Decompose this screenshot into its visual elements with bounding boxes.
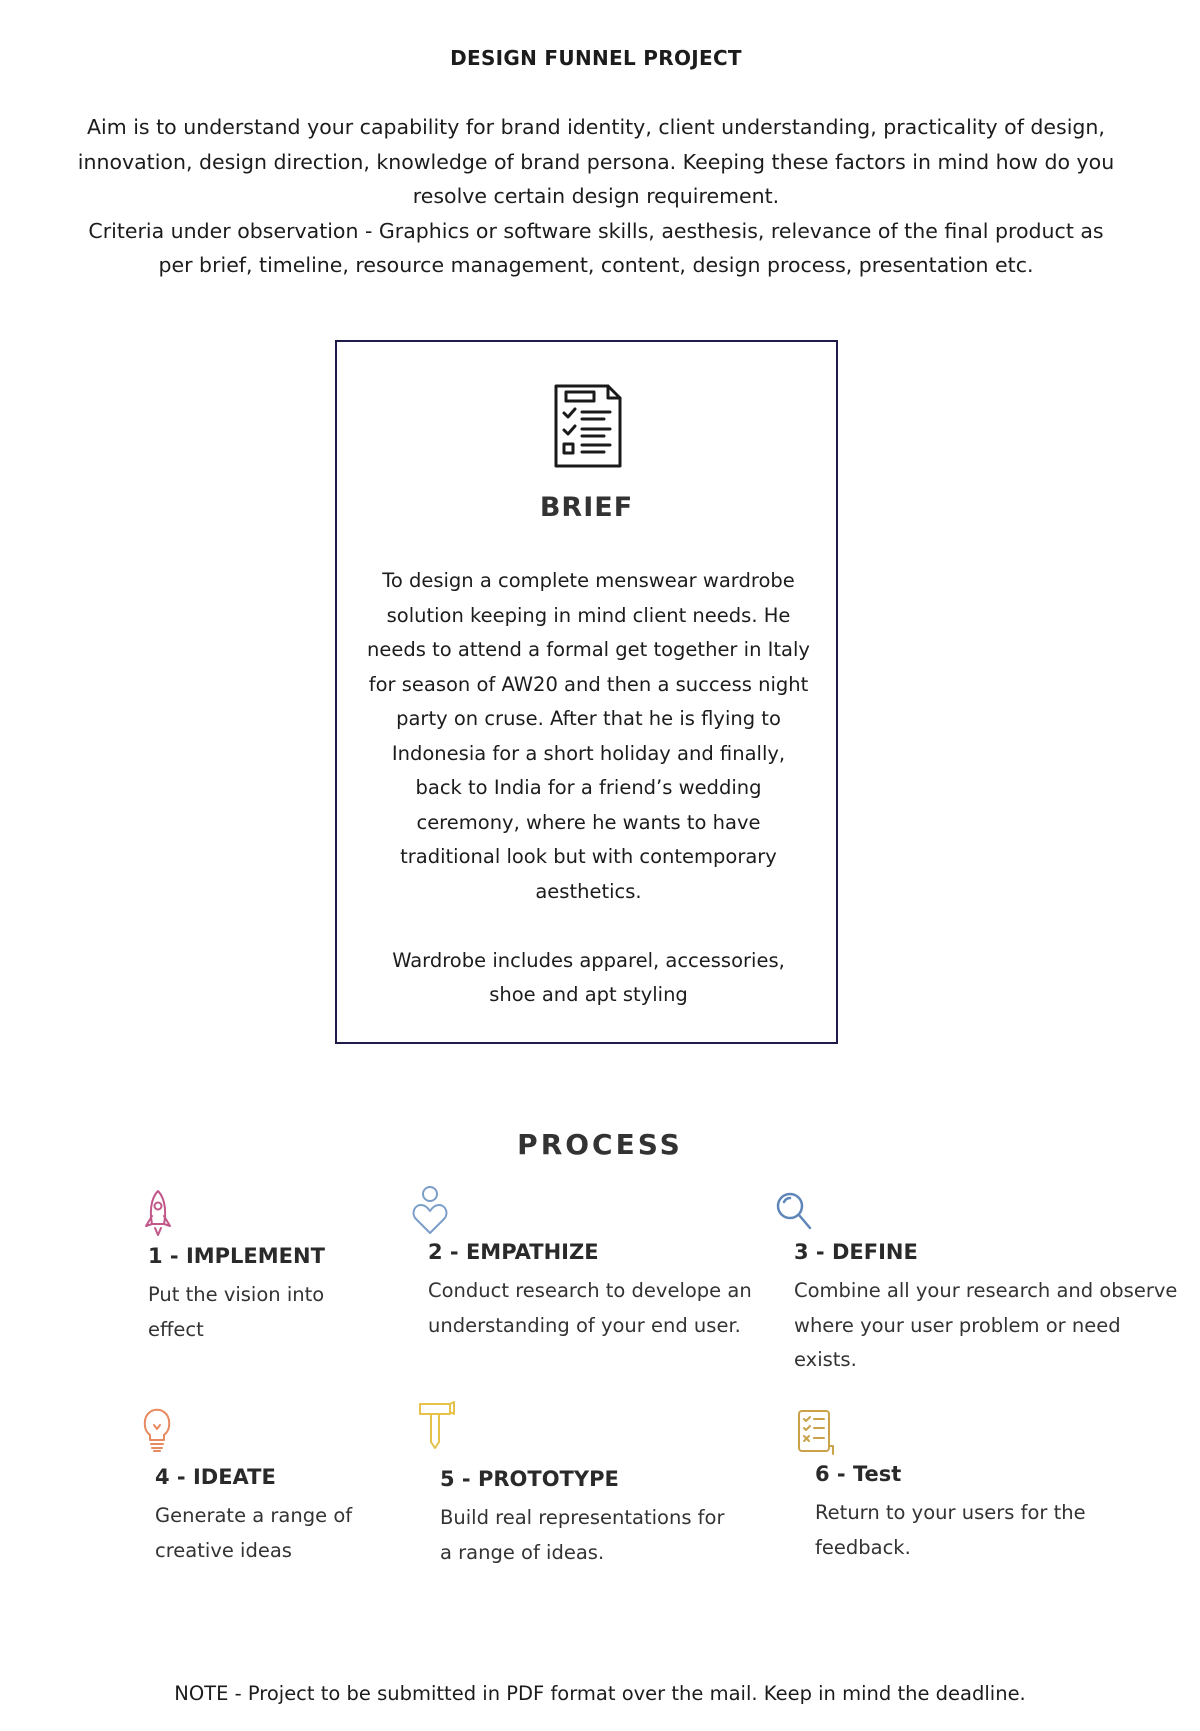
brief-card [335,340,838,1044]
checklist-document-icon [552,382,624,470]
step-label: 4 - IDEATE [155,1465,276,1489]
process-title: PROCESS [517,1128,683,1161]
step-description: Generate a range of creative ideas [155,1504,353,1562]
magnifier-icon [774,1190,814,1240]
test-checklist-icon [795,1408,835,1458]
step-label: 6 - Test [815,1462,902,1486]
brief-title: BRIEF [539,492,634,523]
step-label: 5 - PROTOTYPE [440,1467,619,1491]
submission-note: NOTE - Project to be submitted in PDF format over the mail. Keep in mind the deadline. [174,1682,1026,1705]
brief-text [367,564,810,1013]
step-label: 2 - EMPATHIZE [428,1240,599,1264]
step-label: 1 - IMPLEMENT [148,1244,325,1268]
step-description: Put the vision into effect [148,1283,325,1341]
rocket-icon [138,1188,178,1238]
person-heart-icon [410,1185,450,1235]
intro-aim-paragraph: Aim is to understand your capability for brand identity, client understanding, practicality of design, innovation, design direction, knowledge of brand persona. Keeping these factors in mind how do you resolve certain design requirement. [77,115,1115,208]
intro-criteria-paragraph: Criteria under observation - Graphics or software skills, aesthesis, relevance of the final product as per brief, timeline, resource management, content, design process, presentation etc. [88,218,1104,277]
step-description: Return to your users for the feedback. [815,1501,1086,1559]
step-description: Build real representations for a range of ideas. [440,1506,725,1564]
page-title: DESIGN FUNNEL PROJECT [450,46,742,70]
step-description: Combine all your research and observe where your user problem or need exists. [794,1279,1178,1371]
step-description: Conduct research to develope an understanding of your end user. [428,1279,752,1337]
intro-text [70,110,1122,283]
step-label: 3 - DEFINE [794,1240,918,1264]
brief-description: To design a complete menswear wardrobe solution keeping in mind client needs. He needs to attend a formal get together in Italy for season of AW20 and then a success night party on cruse. After that he is flying to Indonesia for a short holiday and finally, back to India for a friend’s wedding ceremony, where he wants to have traditional look but with contemporary aesthetics. [367,569,810,903]
lightbulb-icon [137,1405,177,1455]
hammer-icon [416,1400,456,1450]
brief-wardrobe-note: Wardrobe includes apparel, accessories, shoe and apt styling [392,948,785,1006]
